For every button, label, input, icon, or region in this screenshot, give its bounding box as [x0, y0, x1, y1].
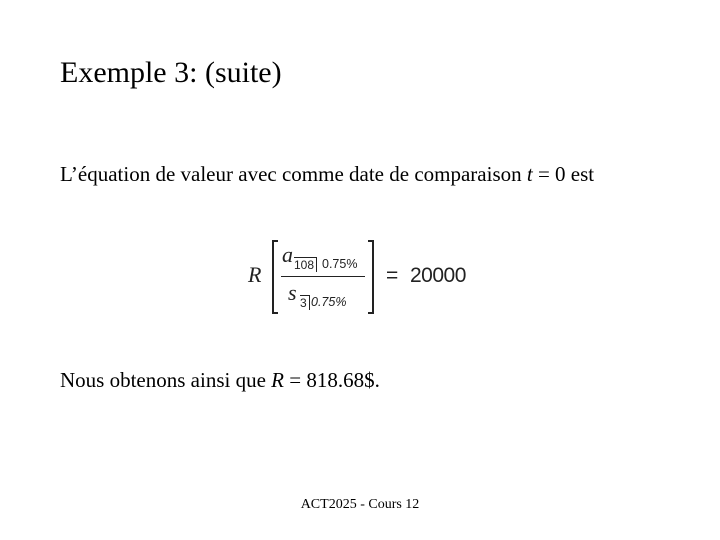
- denominator-symbol: s: [288, 280, 297, 305]
- denominator-rate: 0.75%: [311, 295, 347, 309]
- conclusion-text-end: = 818.68$.: [283, 368, 380, 392]
- slide-title: Exemple 3: (suite): [60, 56, 282, 89]
- slide-footer: ACT2025 - Cours 12: [300, 497, 420, 512]
- right-bracket: [368, 240, 374, 314]
- denominator-term-angle: 3: [300, 295, 310, 310]
- conclusion-text: [60, 366, 380, 395]
- intro-text-end: = 0 est: [532, 162, 595, 186]
- left-bracket: [272, 240, 278, 314]
- equation-rhs-value: 20000: [410, 264, 466, 287]
- conclusion-text-part: Nous obtenons ainsi que: [60, 368, 272, 392]
- numerator-rate: 0.75%: [322, 257, 358, 271]
- equation-intro-text: [60, 160, 640, 189]
- fraction-bar: [281, 276, 365, 277]
- value-equation: [246, 238, 486, 318]
- numerator-term-angle: 108: [294, 257, 317, 272]
- equals-sign: =: [386, 264, 399, 287]
- payment-variable: R: [271, 368, 284, 392]
- numerator-symbol: a: [282, 242, 293, 267]
- time-variable: t: [526, 162, 533, 186]
- equation-lhs-variable: R: [248, 262, 262, 287]
- intro-text-part: L’équation de valeur avec comme date de comparaison: [60, 162, 527, 186]
